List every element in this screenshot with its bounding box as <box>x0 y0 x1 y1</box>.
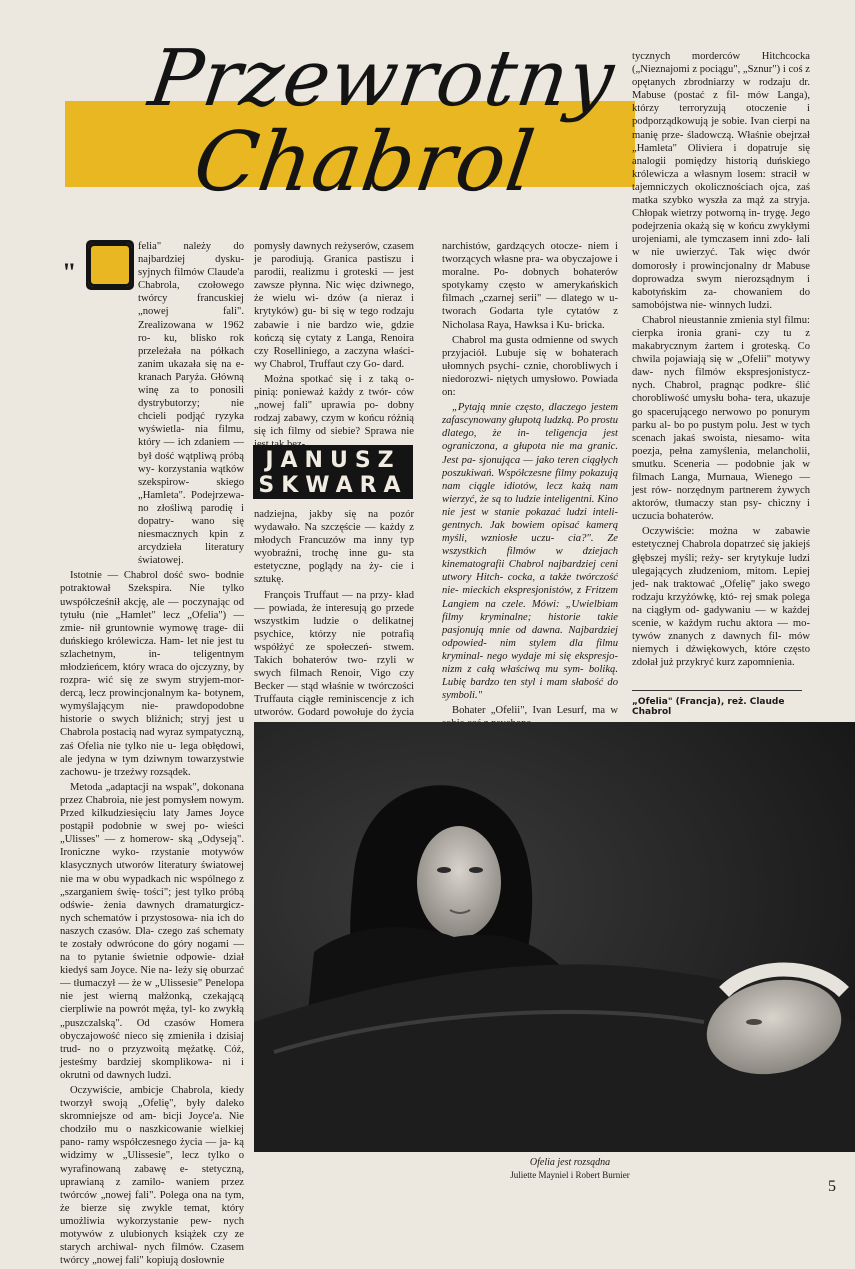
paragraph: narchistów, gardzących otocze- niem i tworzących własne pra- wa obyczajowe i moralne. Po- dobnych bohaterów spotykamy często w amerykańskich filmach „czarnej serii" — dlatego w u- tworach Godarta tyle cytatów z Nicholasa Raya, Hawksa i Ku- bricka. <box>442 241 618 331</box>
opening-quote-mark: " <box>62 258 77 287</box>
film-still-illustration <box>254 722 855 1152</box>
paragraph: Oczywiście, ambicje Chabrola, kiedy tworzył swoją „Ofelię", były daleko skromniejsze od am- bicji Joyce'a. Nie chodziło mu o naszkicowanie wielkiej pano- ramy współczesnego życia — ja- ką widzimy w „Ulissesie", lecz tylko o wyrafinowaną zabawę e- stetyczną, uprawianą z zamilo- waniem przez twórców „nowej fali". Polega ona na tym, że bierze się zwykle temat, który umożliwia wykorzystanie pew- nych motywów z ulubionych książek czy ze starych archiwal- nych filmów. Czasem twórcy „nowej fali" kopiują dosłownie <box>60 1085 244 1267</box>
quote-paragraph: „Pytają mnie często, dlaczego jestem zafascynowany głupotą ludzką. Po prostu dlatego, że in- teligencja jest ograniczona, a głupota nie ma granic. Jest pa- sjonująca — jako teren ciągłych poszukiwań. Współczesne filmy pokazują nam ciągle idiotów, lecz każą nam wierzyć, że są to ludzie inteligentni. Kino nie jest w stanie pokazać ludzi inteli- gentnych. Jak bowiem opisać kamerą myśli, wzniosłe uczu- cia?". Ze wszystkich filmów w dziejach kinematografii Chabrol najbardziej ceni utwory Hitch- cocka, a także twórczość nie- mieckich ekspresjonistów, z Fritzem Langiem na czele. Mówi: „Uwielbiam filmy kryminalne; historie takie pasjonują mnie od dawna. Najbardziej odpowied- nim stylem dla filmu kryminal- nego wydaje mi się ekspresjo- nizm z całą właściwą mu sym- boliką. Lubię bardzo ten styl i mam słabość do symboli." <box>442 402 618 702</box>
column-1 <box>60 240 244 1269</box>
paragraph: Bohater „Ofelii", Ivan Lesurf, ma w <box>452 705 618 717</box>
paragraph: nadziejna, jakby się na pozór wydawało. Na szczęście — każdy z młodych Francuzów ma inny typ wyobraźni, trochę inne gu- sta estetyczne, poglądy na ży- cie i sztukę. <box>254 509 414 586</box>
paragraph: Chabrol nieustannie zmienia styl filmu: cierpka ironia grani- czy tu z makabrycznym żartem i groteską. Co chwila pojawiają się w „Ofelii" motywy daw- nych filmów ekspresjonistycz- nych. Chabrol, pragnąc podkre- ślić chorobliwość umysłu boha- tera, ukazuje go spacerującego nerwowo po ponurym parku al- bo po pustym polu. Jest w tych scenach jakaś swoista, niesamo- wita poezja, pełna zamyślenia, melancholii, smutku. Sceneria — podobnie jak w filmach Langa, Murnaua, Wienego — jest rów- norzędnym partnerem żywych aktorów, tłumaczy stan psy- chiczny i uczucia bohaterów. <box>632 314 810 523</box>
headline-line-1: Przewrotny <box>143 34 621 124</box>
headline-line-2: Chabrol <box>188 115 541 210</box>
column-4 <box>632 50 810 671</box>
column-2-top <box>254 240 414 454</box>
column-3 <box>442 240 618 732</box>
page-number: 5 <box>828 1178 836 1195</box>
column-2-bottom <box>254 508 414 735</box>
paragraph: pomysły dawnych reżyserów, czasem je parodiują. Granica pastiszu i parodii, realizmu i groteski — jest zawsze płynna. Nic więc dziwnego, że wielu wi- dzów (a nieraz i krytyków) gu- bi się w tego rodzaju zabawie i nie bardzo wie, gdzie kończą się cytaty z Langa, Renoira czy Roselliniego, a zaczyna właści- wy Chabrol, Truffaut czy Go- dard. <box>254 241 414 370</box>
paragraph: François Truffaut — na przy- kład — powiada, że interesują go przede wszystkim ludzie o delikatnej psychice, którzy nie potrafią współżyć ze społeczeń- stwem. Takich bohaterów two- rzyli w swych filmach Renoir, Vigo czy Becker — stąd właśnie w twórczości Truffauta ciągłe reminiscencje z ich utworów. Godard powołuje do życia <box>254 589 414 719</box>
photo-caption <box>380 1157 760 1181</box>
film-still-photo <box>254 722 855 1152</box>
caption-credits: Juliette Mayniel i Robert Burnier <box>510 1170 630 1180</box>
film-credit: „Ofelia" (Francja), reż. Claude Chabrol <box>632 697 785 717</box>
paragraph: tycznych morderców Hitchcocka („Nieznajomi z pociągu", „Sznur") i coś z opętanych zbrodniarzy w rodzaju dr. Mabuse (postać z fil- mów Langa), którzy terroryzują otoczenie i podporządkowują je sobie. Ivan cierpi na manię prze- śladowczą. Właśnie obejrzał „Hamleta" Oliviera i dopatruje się analogii pomiędzy historią duńskiego królewicza a własnym losem: stracił w tajemniczych okolicznościach ojca, zaś matka szybko wyszła za mąż za stryja. Chłopak wietrzy potworną in- trygę. Jego podejrzenia okażą się w końcu zwykłymi urojeniami, ale tymczasem inni zdo- łali w nie uwierzyć. Tak więc dwór domorosły i prowincjonalny dr Mabuse doprowadza swym nierozsądnym i kabotyńskim za- chowaniem do samobójstwa nie- winnych ludzi. <box>632 51 810 311</box>
author-byline <box>253 445 413 499</box>
paragraph: Oczywiście: można w zabawie estetycznej Chabrola dopatrzeć się jakiejś głębszej myśli; reży- ser krytykuje ludzi ulegających złudzeniom, mitom. Lepiej jed- nak traktować „Ofelię" jako swego rodzaju krzyżówkę, któ- rej smak polega na ciągłym od- gadywaniu — w każdej scenie, w każdym ruchu aktora — mo- tywów znanych z dawnych fil- mów niemych i dźwiękowych, które często zdołał już przykryć kurz zapomnienia. <box>632 526 810 669</box>
paragraph: Istotnie — Chabrol dość swo- bodnie potraktował Szekspira. Nie tylko uwspółcześnił akcję, ale — poczynając od tytułu (nie „Hamlet" lecz „Ofelia") — zmie- nił gruntownie wymowę trage- dii duńskiego królewicza. Ham- let nie jest tu szlachetnym, in- teligentnym młodzieńcem, który wraca do ojczyzny, by rozpra- wić się ze swym stryjem-mor- dercą, lecz prowincjonalnym ka- botynem, wymyślającym nie- prawdopodobne historie o swych bliźnich; stryj jest u Chabrola postacią nad wyraz sympatyczną, zaś Ofelia nie tylko nie u- lega obłędowi, ale jedyna w tym dziwnym towarzystwie zachowu- je trzeźwy rozsądek. <box>60 570 244 778</box>
author-last-name: SKWARA <box>258 473 408 498</box>
author-first-name: JANUSZ <box>265 448 401 473</box>
credit-divider <box>632 690 802 691</box>
paragraph: felia" należy do najbardziej dysku- syjnych filmów Claude'a Chabrola, czołowego twórcy francuskiej „nowej fali". Zrealizowana w 1962 ro- ku, blisko rok przeleżała na półkach zanim ukazała się na e- kranach Paryża. Główną winę za to ponosili dystrybutorzy; nie chcieli podjąć ryzyka wyświetla- nia filmu, który — ich zdaniem — był dość wątpliwą próbą wy- korzystania wątków szekspirow- skiego „Hamleta". Podejrzewa- no złośliwą parodię i dopatry- wano się niesmacznych kpin z arcydzieła literatury światowej. <box>138 241 244 567</box>
paragraph: Metoda „adaptacji na wspak", dokonana przez Chabroia, nie jest pomysłem nowym. Przed kilkudziesięciu laty James Joyce postąpił podobnie w swej po- wieści „Ulisses" — z homerow- ską „Odyseją". Ironiczne wyko- rzystanie motywów klasycznych utworów literatury światowej nie ma w obu wypadkach nic wspólnego z „szarganiem świę- tości"; jest tylko próbą odświe- żenia dawnych dramaturgicz- nych schematów i przystosowa- nia ich do naszych czasów. Dla- czego zaś schematy te zostały odwrócone do góry nogami — na to pytanie świetnie odpowie- dział kiedyś sam Joyce. Nie na- leży się oburzać — tłumaczył — że w „Ulissesie" Penelopa nie jest wierną małżonką, czekającą cierpliwie na powrót męża, tyl- ko zwykłą „puszczalską". Od czasów Homera obyczajowość nieco się zmieniła i dzisiaj trud- no o przyzwoitą mężatkę. Cóż, jesteśmy bardziej skomplikowa- ni i okrutni od dawnych ludzi. <box>60 781 244 1081</box>
caption-title: Ofelia jest rozsądna <box>529 1157 611 1168</box>
paragraph: Chabrol ma gusta odmienne od swych przyjaciół. Lubuje się w bohaterach ułomnych psychi- cznie, chorobliwych i niedorozwi- niętych umysłowo. Powiada on: <box>442 334 618 399</box>
paragraph: Można spotkać się i z taką o- pinią: ponieważ każdy z twór- ców „nowej fali" uprawia po- dobny rodzaj zabawy, czym w końcu różnią się ich filmy od siebie? Sprawa nie <box>254 373 414 438</box>
